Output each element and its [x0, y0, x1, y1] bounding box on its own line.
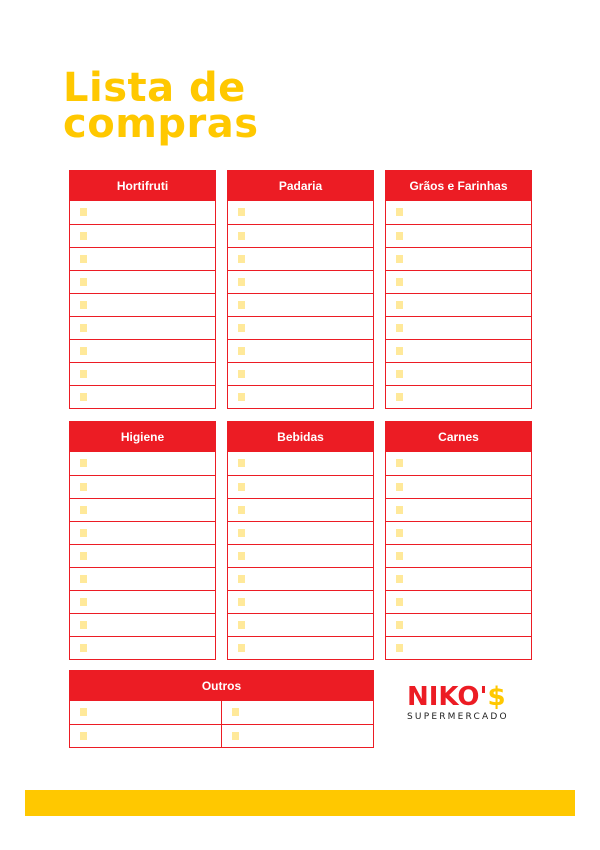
checkbox-icon[interactable]: [238, 393, 245, 401]
category-higiene: [69, 421, 216, 660]
list-row[interactable]: [228, 498, 373, 521]
checkbox-icon[interactable]: [396, 232, 403, 240]
checkbox-icon[interactable]: [396, 255, 403, 263]
checkbox-icon[interactable]: [80, 708, 87, 716]
logo-name: NIKO': [407, 682, 488, 712]
checkbox-icon[interactable]: [396, 529, 403, 537]
list-row[interactable]: [386, 247, 531, 270]
checkbox-icon[interactable]: [238, 459, 245, 467]
checkbox-icon[interactable]: [396, 459, 403, 467]
list-row[interactable]: [70, 316, 215, 339]
checkbox-icon[interactable]: [80, 621, 87, 629]
checkbox-icon[interactable]: [238, 529, 245, 537]
checkbox-icon[interactable]: [80, 347, 87, 355]
list-row[interactable]: [228, 590, 373, 613]
category-bebidas: [227, 421, 374, 660]
list-row[interactable]: [222, 724, 373, 747]
category-header: Grãos e Farinhas: [386, 171, 531, 201]
list-row[interactable]: [228, 636, 373, 659]
category-hortifruti: [69, 170, 216, 409]
checkbox-icon[interactable]: [396, 552, 403, 560]
checkbox-icon[interactable]: [80, 208, 87, 216]
category-header: Padaria: [228, 171, 373, 201]
list-row[interactable]: [228, 521, 373, 544]
checkbox-icon[interactable]: [80, 529, 87, 537]
checkbox-icon[interactable]: [238, 506, 245, 514]
checkbox-icon[interactable]: [80, 552, 87, 560]
checkbox-icon[interactable]: [238, 621, 245, 629]
list-row[interactable]: [228, 201, 373, 224]
checkbox-icon[interactable]: [396, 301, 403, 309]
checkbox-icon[interactable]: [80, 255, 87, 263]
category-header: Hortifruti: [70, 171, 215, 201]
list-row[interactable]: [70, 293, 215, 316]
outros-column: [221, 701, 373, 747]
title-line-1: Lista de: [63, 65, 246, 111]
list-row[interactable]: [70, 339, 215, 362]
list-row[interactable]: [70, 475, 215, 498]
list-row[interactable]: [386, 590, 531, 613]
list-row[interactable]: [228, 362, 373, 385]
checkbox-icon[interactable]: [238, 644, 245, 652]
list-row[interactable]: [70, 521, 215, 544]
checkbox-icon[interactable]: [396, 575, 403, 583]
list-row[interactable]: [386, 544, 531, 567]
list-row[interactable]: [70, 590, 215, 613]
checkbox-icon[interactable]: [80, 598, 87, 606]
list-row[interactable]: [228, 385, 373, 408]
checkbox-icon[interactable]: [396, 621, 403, 629]
list-row[interactable]: [386, 201, 531, 224]
list-row[interactable]: [70, 701, 221, 724]
list-row[interactable]: [386, 316, 531, 339]
list-row[interactable]: [386, 475, 531, 498]
checkbox-icon[interactable]: [80, 644, 87, 652]
list-row[interactable]: [70, 270, 215, 293]
checkbox-icon[interactable]: [238, 552, 245, 560]
checkbox-icon[interactable]: [396, 644, 403, 652]
list-row[interactable]: [70, 362, 215, 385]
category-header: Higiene: [70, 422, 215, 452]
list-row[interactable]: [386, 498, 531, 521]
list-row[interactable]: [70, 224, 215, 247]
checkbox-icon[interactable]: [238, 598, 245, 606]
checkbox-icon[interactable]: [396, 324, 403, 332]
checkbox-icon[interactable]: [80, 232, 87, 240]
list-row[interactable]: [70, 498, 215, 521]
checkbox-icon[interactable]: [238, 483, 245, 491]
checkbox-icon[interactable]: [238, 255, 245, 263]
list-row[interactable]: [386, 613, 531, 636]
list-row[interactable]: [228, 339, 373, 362]
checkbox-icon[interactable]: [80, 732, 87, 740]
list-row[interactable]: [386, 636, 531, 659]
checkbox-icon[interactable]: [80, 370, 87, 378]
category-grãos-e-farinhas: [385, 170, 532, 409]
checkbox-icon[interactable]: [232, 732, 239, 740]
checkbox-icon[interactable]: [396, 347, 403, 355]
list-row[interactable]: [70, 452, 215, 475]
checkbox-icon[interactable]: [238, 232, 245, 240]
outros-column: [70, 701, 221, 747]
checkbox-icon[interactable]: [80, 301, 87, 309]
checkbox-icon[interactable]: [238, 278, 245, 286]
checkbox-icon[interactable]: [396, 483, 403, 491]
list-row[interactable]: [70, 247, 215, 270]
category-header: Bebidas: [228, 422, 373, 452]
list-row[interactable]: [70, 724, 221, 747]
list-row[interactable]: [228, 293, 373, 316]
list-row[interactable]: [228, 475, 373, 498]
list-row[interactable]: [386, 270, 531, 293]
list-row[interactable]: [70, 567, 215, 590]
checkbox-icon[interactable]: [396, 370, 403, 378]
list-row[interactable]: [386, 362, 531, 385]
logo-dollar: $: [487, 682, 506, 712]
checkbox-icon[interactable]: [238, 324, 245, 332]
list-row[interactable]: [228, 224, 373, 247]
checkbox-icon[interactable]: [396, 208, 403, 216]
checkbox-icon[interactable]: [80, 483, 87, 491]
list-row[interactable]: [228, 613, 373, 636]
checkbox-icon[interactable]: [238, 370, 245, 378]
checkbox-icon[interactable]: [396, 393, 403, 401]
category-header: Carnes: [386, 422, 531, 452]
list-row[interactable]: [386, 293, 531, 316]
category-carnes: [385, 421, 532, 660]
list-row[interactable]: [386, 521, 531, 544]
logo-wordmark: [407, 683, 527, 711]
checkbox-icon[interactable]: [396, 598, 403, 606]
checkbox-icon[interactable]: [238, 301, 245, 309]
checkbox-icon[interactable]: [238, 575, 245, 583]
category-padaria: [227, 170, 374, 409]
list-row[interactable]: [228, 452, 373, 475]
list-row[interactable]: [70, 385, 215, 408]
list-row[interactable]: [386, 452, 531, 475]
checkbox-icon[interactable]: [396, 506, 403, 514]
list-row[interactable]: [228, 544, 373, 567]
footer-bar: [25, 790, 575, 816]
list-row[interactable]: [228, 567, 373, 590]
checkbox-icon[interactable]: [80, 575, 87, 583]
list-row[interactable]: [386, 385, 531, 408]
list-row[interactable]: [228, 316, 373, 339]
category-header: Outros: [70, 671, 373, 701]
checkbox-icon[interactable]: [80, 459, 87, 467]
list-row[interactable]: [70, 636, 215, 659]
checkbox-icon[interactable]: [80, 393, 87, 401]
list-row[interactable]: [228, 270, 373, 293]
list-row[interactable]: [386, 567, 531, 590]
checkbox-icon[interactable]: [238, 208, 245, 216]
checkbox-icon[interactable]: [80, 278, 87, 286]
checkbox-icon[interactable]: [232, 708, 239, 716]
list-row[interactable]: [228, 247, 373, 270]
list-row[interactable]: [70, 613, 215, 636]
list-row[interactable]: [222, 701, 373, 724]
niko-logo: [407, 683, 527, 722]
title-line-2: compras: [63, 101, 259, 147]
list-row[interactable]: [70, 544, 215, 567]
list-row[interactable]: [70, 201, 215, 224]
checkbox-icon[interactable]: [396, 278, 403, 286]
checkbox-icon[interactable]: [80, 324, 87, 332]
list-row[interactable]: [386, 339, 531, 362]
checkbox-icon[interactable]: [238, 347, 245, 355]
list-row[interactable]: [386, 224, 531, 247]
category-outros: [69, 670, 374, 748]
checkbox-icon[interactable]: [80, 506, 87, 514]
logo-subtitle: SUPERMERCADO: [407, 712, 509, 722]
page-title: [63, 65, 259, 147]
